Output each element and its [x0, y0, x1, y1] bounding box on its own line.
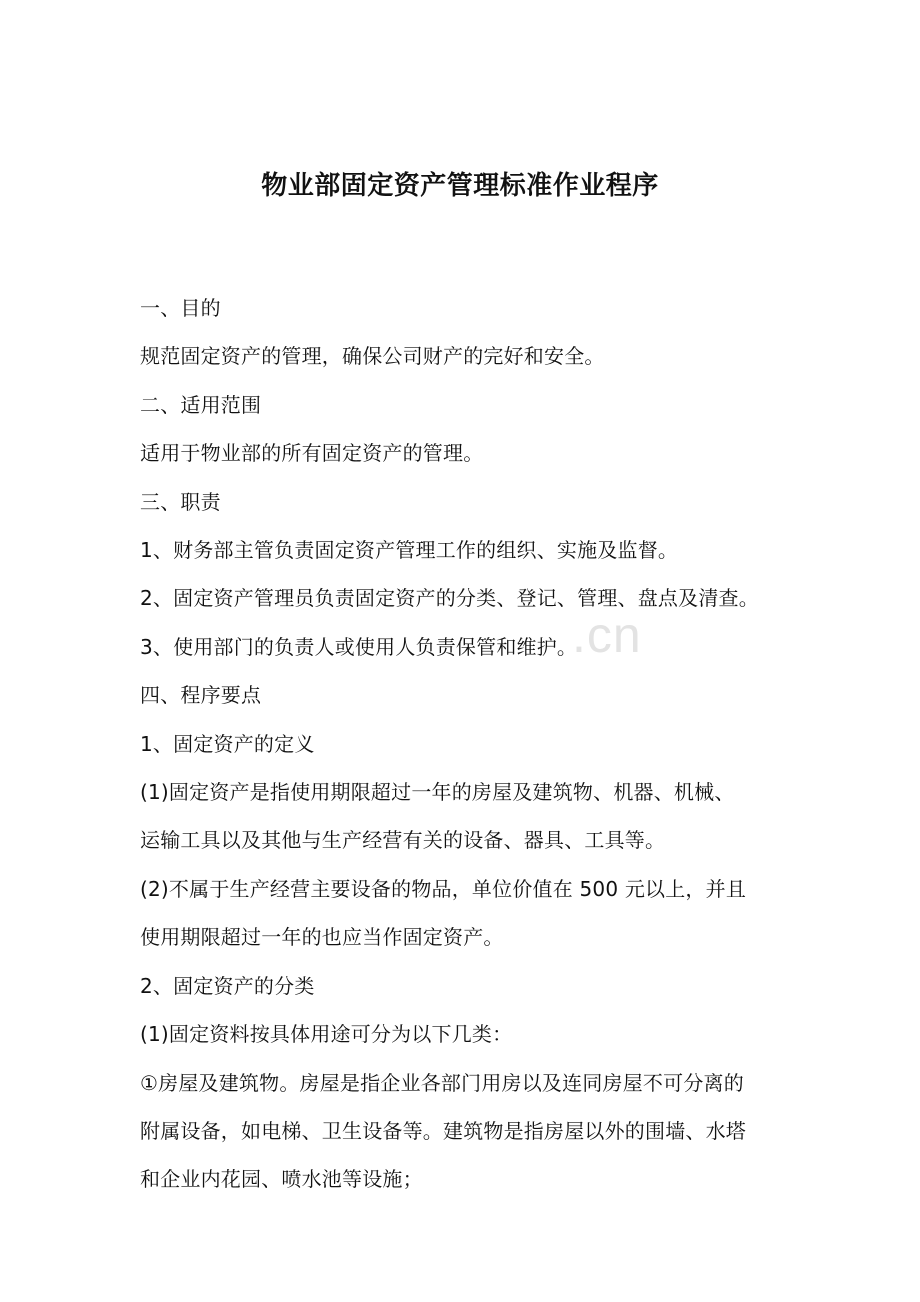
- definition-2-line-2: 使用期限超过一年的也应当作固定资产。: [140, 925, 504, 950]
- heading-scope: 二、适用范围: [140, 392, 262, 417]
- paragraph-scope: 适用于物业部的所有固定资产的管理。: [140, 441, 484, 466]
- subheading-definition: 1、固定资产的定义: [140, 731, 315, 756]
- document-title: 物业部固定资产管理标准作业程序: [261, 171, 659, 201]
- heading-responsibilities: 三、职责: [140, 489, 221, 514]
- responsibility-item-3: 3、使用部门的负责人或使用人负责保管和维护。: [140, 634, 578, 659]
- subheading-classification: 2、固定资产的分类: [140, 973, 315, 998]
- definition-2-line-1: (2)不属于生产经营主要设备的物品，单位价值在 500 元以上，并且: [140, 876, 747, 901]
- classification-item-1-line-2: 附属设备，如电梯、卫生设备等。建筑物是指房屋以外的围墙、水塔: [140, 1118, 746, 1143]
- classification-item-1-line-3: 和企业内花园、喷水池等设施；: [140, 1167, 423, 1192]
- definition-1-line-2: 运输工具以及其他与生产经营有关的设备、器具、工具等。: [140, 828, 666, 853]
- watermark: .cn: [572, 607, 642, 663]
- heading-procedure: 四、程序要点: [140, 683, 262, 708]
- responsibility-item-1: 1、财务部主管负责固定资产管理工作的组织、实施及监督。: [140, 538, 679, 563]
- classification-intro: (1)固定资料按具体用途可分为以下几类：: [140, 1022, 513, 1047]
- paragraph-purpose: 规范固定资产的管理，确保公司财产的完好和安全。: [140, 344, 605, 369]
- document-body: [140, 284, 800, 1204]
- classification-item-1-line-1: ①房屋及建筑物。房屋是指企业各部门用房以及连同房屋不可分离的: [140, 1070, 744, 1095]
- heading-purpose: 一、目的: [140, 296, 221, 320]
- definition-1-line-1: (1)固定资产是指使用期限超过一年的房屋及建筑物、机器、机械、: [140, 780, 735, 805]
- responsibility-item-2: 2、固定资产管理员负责固定资产的分类、登记、管理、盘点及清查。: [140, 586, 759, 611]
